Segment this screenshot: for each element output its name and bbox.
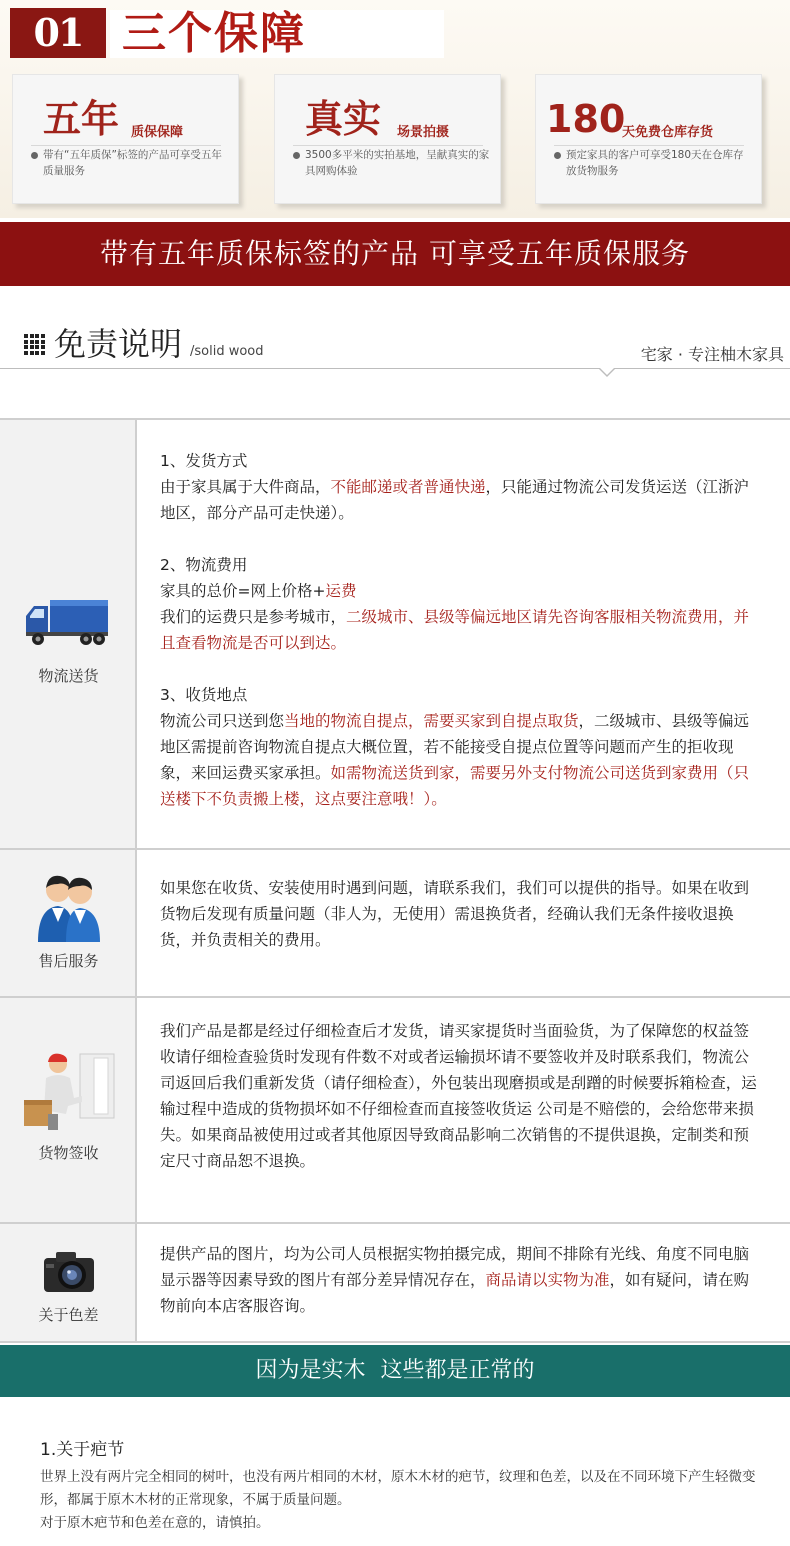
row-label: 售后服务 bbox=[38, 952, 99, 970]
row-label: 物流送货 bbox=[38, 667, 99, 685]
row-content: 提供产品的图片，均为公司人员根据实物拍摄完成，期间不排除有光线、角度不同电脑显示器等因素导致的图片有部分差异情况存在，商品请以实物为准，如有疑问，请在购物前向本店客服咨询。 bbox=[160, 1245, 750, 1315]
knots-section-body bbox=[40, 1466, 760, 1535]
row-side-panel bbox=[0, 998, 137, 1222]
guarantee-card-storage bbox=[535, 74, 762, 204]
card-divider bbox=[31, 145, 221, 146]
knots-text: 世界上没有两片完全相同的树叶，也没有两片相同的木材，原木木材的疤节，纹理和色差，以及在不同环境下产生轻微变形，都属于原木木材的正常现象，不属于质量问题。 bbox=[40, 1469, 756, 1508]
brand-slogan: 宅家 · 专注柚木家具 bbox=[640, 345, 784, 364]
customer-service-icon bbox=[34, 872, 104, 944]
guarantee-section bbox=[0, 0, 790, 218]
delivery-location-text: 物流公司只送到您当地的物流自提点，需要买家到自提点取货，二级城市、县级等偏远地区需提前咨询物流自提点大概位置，若不能接受自提点位置等问题而产生的拒收现象，来回运费买家承担。如需物流送货到家，需要另外支付物流公司送货到家费用（只送楼下不负责搬上楼，这点要注意哦！）。 bbox=[160, 712, 750, 808]
card-description: 3500多平米的实拍基地，呈献真实的家具网购体验 bbox=[305, 149, 490, 177]
truck-icon bbox=[24, 598, 110, 648]
knots-note: 对于原木疤节和色差在意的，请慎拍。 bbox=[40, 1515, 270, 1531]
row-label: 关于色差 bbox=[38, 1306, 99, 1324]
bullet-icon bbox=[31, 152, 38, 159]
card-small-text: 天免费仓库存货 bbox=[622, 125, 714, 140]
card-small-text: 场景拍摄 bbox=[397, 125, 450, 140]
row-side-panel bbox=[0, 420, 137, 848]
card-description: 预定家具的客户可享受180天在仓库存放货物服务 bbox=[566, 149, 744, 177]
shipping-cost-text: 我们的运费只是参考城市，二级城市、县级等偏远地区请先咨询客服相关物流费用，并且查看物流是否可以到达。 bbox=[160, 608, 750, 652]
table-row-aftersale bbox=[0, 848, 790, 996]
card-small-text: 质保保障 bbox=[131, 125, 184, 140]
header-divider bbox=[0, 368, 790, 369]
grid-dots-icon bbox=[24, 334, 44, 354]
table-row-logistics bbox=[0, 418, 790, 848]
card-divider bbox=[293, 145, 483, 146]
shipping-cost-heading: 2、物流费用 bbox=[160, 556, 248, 574]
solid-wood-banner: 因为是实木 这些都是正常的 bbox=[0, 1345, 790, 1397]
card-divider bbox=[554, 145, 744, 146]
card-big-text: 真实 bbox=[305, 97, 382, 141]
card-big-text: 180 bbox=[546, 97, 626, 141]
shipping-cost-formula: 家具的总价=网上价格+运费 bbox=[160, 582, 357, 600]
row-side-panel bbox=[0, 850, 137, 996]
bullet-icon bbox=[293, 152, 300, 159]
guarantee-card-real-photo bbox=[274, 74, 501, 204]
row-content bbox=[160, 448, 764, 812]
row-content: 如果您在收货、安装使用时遇到问题，请联系我们，我们可以提供的指导。如果在收到货物后发现有质量问题（非人为，无使用）需退换货者，经确认我们无条件接收退换货，并负责相关的费用。 bbox=[160, 879, 750, 949]
camera-icon bbox=[42, 1248, 96, 1294]
row-label: 货物签收 bbox=[38, 1144, 99, 1162]
card-description: 带有“五年质保”标签的产品可享受五年质量服务 bbox=[43, 149, 222, 177]
shipping-method-heading: 1、发货方式 bbox=[160, 452, 248, 470]
section-title: 三个保障 bbox=[122, 8, 306, 59]
card-big-text: 五年 bbox=[43, 97, 120, 141]
bullet-icon bbox=[554, 152, 561, 159]
table-bottom-border bbox=[0, 1341, 790, 1343]
table-row-color bbox=[0, 1222, 790, 1343]
disclaimer-title: 免责说明 bbox=[54, 325, 183, 363]
table-row-receipt bbox=[0, 996, 790, 1222]
shipping-method-text: 由于家具属于大件商品，不能邮递或者普通快递，只能通过物流公司发货运送（江浙沪地区，部分产品可走快递）。 bbox=[160, 478, 750, 522]
knots-section-title: 1.关于疤节 bbox=[40, 1440, 125, 1460]
section-number-badge: 01 bbox=[10, 8, 106, 58]
guarantee-card-warranty bbox=[12, 74, 239, 204]
row-side-panel bbox=[0, 1224, 137, 1343]
delivery-person-icon bbox=[22, 1050, 118, 1134]
row-content: 我们产品是都是经过仔细检查后才发货，请买家提货时当面验货，为了保障您的权益签收请仔细检查验货时发现有件数不对或者运输损坏请不要签收并及时联系我们，物流公司返回后我们重新发货（请仔细检查），外包装出现磨损或是刮蹭的时候要拆箱检查，运输过程中造成的货物损坏如不仔细检查而直接签收货运 公司是不赔偿的，会给您带来损失。如果商品被使用过或者其他原因导致商品影响二次销售的不提供退换，定制类和预定尺寸商品恕不退换。 bbox=[160, 1022, 757, 1170]
delivery-location-heading: 3、收货地点 bbox=[160, 686, 248, 704]
disclaimer-subtitle: /solid wood bbox=[190, 344, 264, 359]
warranty-banner: 带有五年质保标签的产品 可享受五年质保服务 bbox=[0, 222, 790, 286]
